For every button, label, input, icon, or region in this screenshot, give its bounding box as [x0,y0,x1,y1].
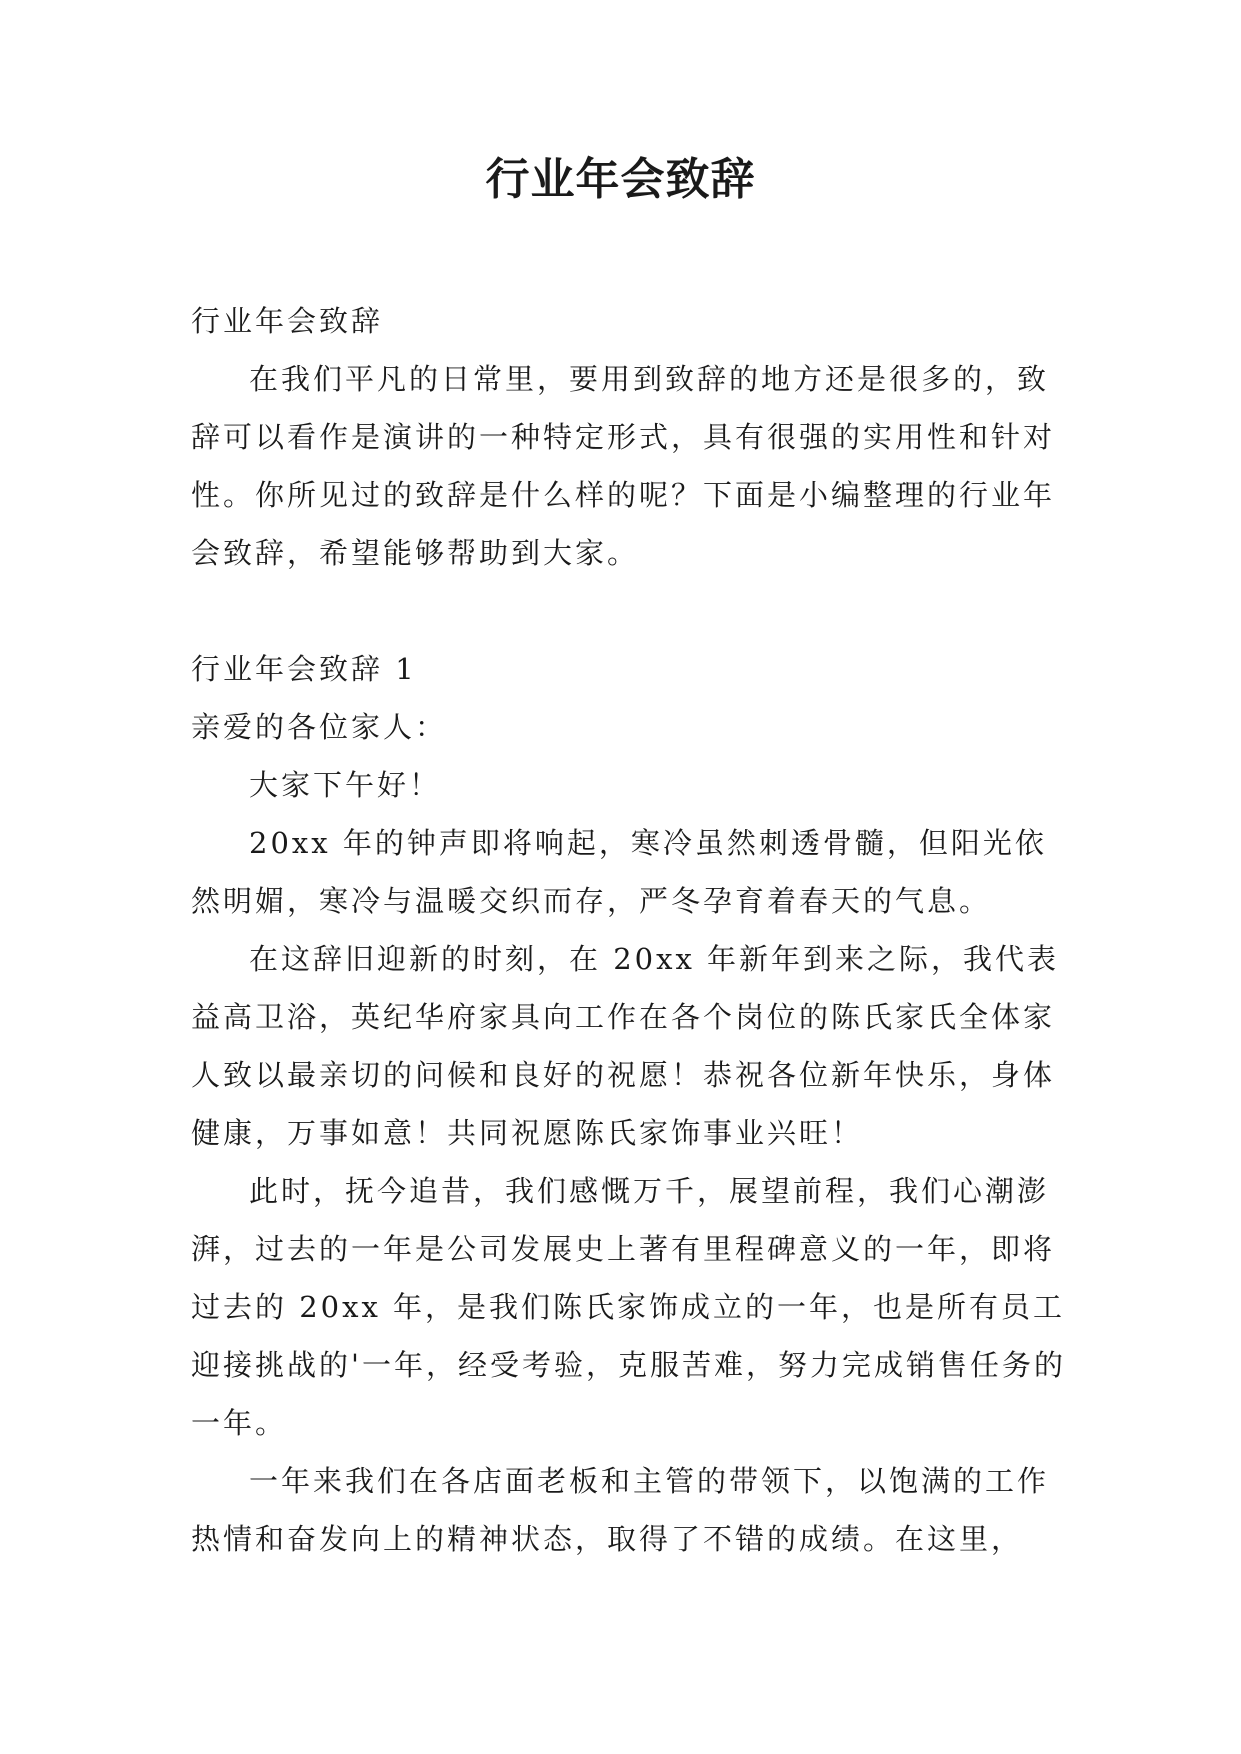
salutation: 亲爱的各位家人： [191,710,448,744]
paragraph-gap [191,582,1071,640]
section-heading: 行业年会致辞 1 [191,652,417,686]
body-paragraph: 一年来我们在各店面老板和主管的带领下，以饱满的工作热情和奋发向上的精神状态，取得了不错的成绩。在这里， [191,1464,1050,1556]
body-paragraph: 在这辞旧迎新的时刻，在 20xx 年新年到来之际，我代表益高卫浴，英纪华府家具向工作在各个岗位的陈氏家氏全体家人致以最亲切的问候和良好的祝愿！恭祝各位新年快乐，身体健康，万事如意！共同祝愿陈氏家饰事业兴旺！ [191,942,1060,1150]
document-title: 行业年会致辞 [485,154,756,205]
greeting: 大家下午好！ [249,768,442,802]
body-paragraph: 此时，抚今追昔，我们感慨万千，展望前程，我们心潮澎湃，过去的一年是公司发展史上著有里程碑意义的一年，即将过去的 20xx 年，是我们陈氏家饰成立的一年，也是所有员工迎接挑战的'一年，经受考验，克服苦难，努力完成销售任务的一年。 [191,1174,1066,1440]
document-subtitle: 行业年会致辞 [191,304,384,338]
intro-paragraph: 在我们平凡的日常里，要用到致辞的地方还是很多的，致辞可以看作是演讲的一种特定形式，具有很强的实用性和针对性。你所见过的致辞是什么样的呢？下面是小编整理的行业年会致辞，希望能够帮助到大家。 [191,362,1056,570]
body-paragraph: 20xx 年的钟声即将响起，寒冷虽然刺透骨髓，但阳光依然明媚，寒冷与温暖交织而存，严冬孕育着春天的气息。 [191,826,1047,918]
document-body [191,292,1071,1568]
